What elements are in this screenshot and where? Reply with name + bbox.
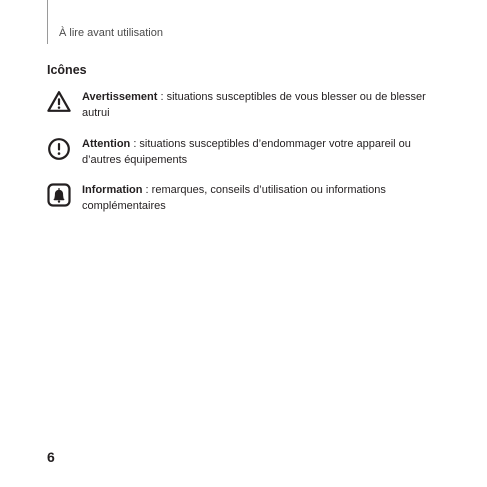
item-text <box>82 183 447 214</box>
warning-triangle-icon <box>47 90 71 114</box>
header-rule <box>47 0 48 44</box>
section-title: Icônes <box>47 63 87 77</box>
item-term: Information <box>82 184 143 196</box>
item-description: : situations susceptibles de vous blesser ou de blesser autrui <box>82 91 426 119</box>
item-description: : situations susceptibles d’endommager votre appareil ou d’autres équipements <box>82 138 411 166</box>
item-description: : remarques, conseils d’utilisation ou informations complémentaires <box>82 184 386 212</box>
item-text <box>82 137 447 168</box>
page-number: 6 <box>47 449 55 465</box>
item-term: Attention <box>82 138 131 150</box>
caution-circle-icon <box>47 137 71 161</box>
running-header: À lire avant utilisation <box>59 27 163 39</box>
item-term: Avertissement <box>82 91 158 103</box>
icon-item-warning <box>47 90 447 121</box>
item-text <box>82 90 447 121</box>
bell-notification-icon <box>47 183 71 207</box>
icon-item-information <box>47 183 447 214</box>
icon-item-caution <box>47 137 447 168</box>
